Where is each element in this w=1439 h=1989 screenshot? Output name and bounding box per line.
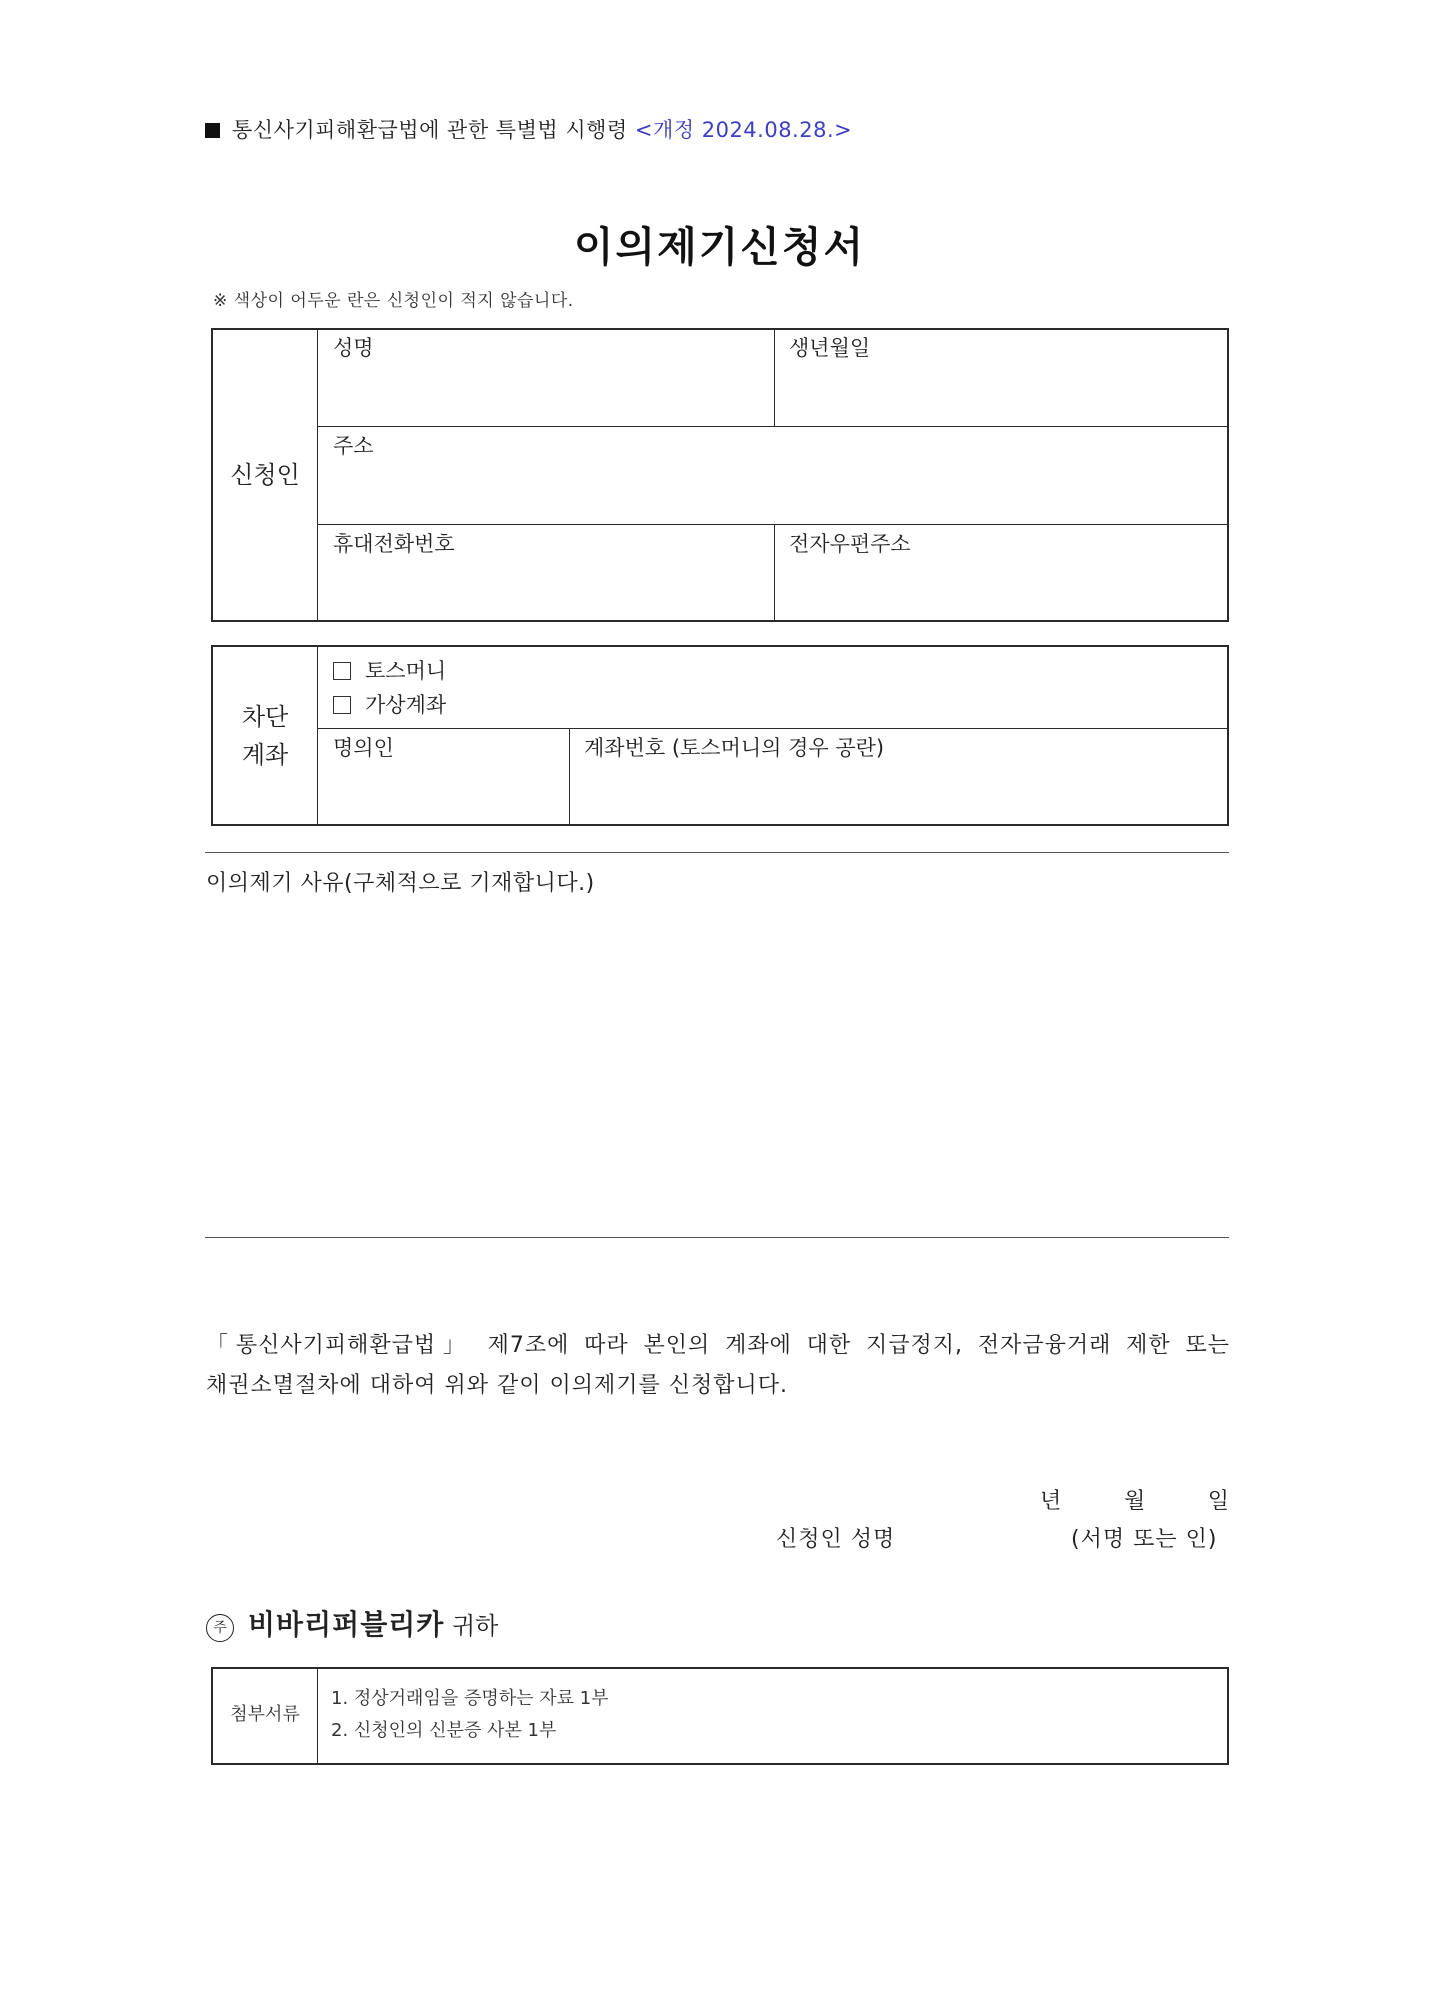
signature-field[interactable] [910, 1520, 1060, 1560]
recipient [206, 1603, 498, 1643]
reason-bottom-rule [205, 1237, 1229, 1238]
statement [206, 1326, 1230, 1406]
company-name: 비바리퍼블리카 [248, 1608, 445, 1641]
attachment-item-2: 2. 신청인의 신분증 사본 1부 [331, 1720, 557, 1741]
signature-hint: (서명 또는 인) [1071, 1527, 1218, 1552]
blocked-label-line1: 차단 [241, 703, 289, 731]
holder-field[interactable] [319, 763, 567, 823]
reason-field[interactable] [206, 910, 1228, 1235]
attachments-label: 첨부서류 [230, 1704, 300, 1725]
year-label: 년 [1040, 1489, 1063, 1514]
applicant-section-label: 신청인 [230, 461, 300, 489]
statement-line-1: 「통신사기피해환급법」 제7조에 따라 본인의 계좌에 대한 지급정지, 전자금융거래 제한 또는 [206, 1333, 1230, 1358]
address-field[interactable] [319, 462, 1227, 522]
name-label: 성명 [333, 336, 374, 360]
signature-label: 신청인 성명 [776, 1527, 896, 1552]
day-label: 일 [1207, 1489, 1230, 1514]
birth-field[interactable] [777, 364, 1227, 424]
checkbox-icon[interactable] [333, 696, 351, 714]
month-label: 월 [1124, 1489, 1147, 1514]
date-line [1030, 1482, 1230, 1522]
address-label: 주소 [333, 434, 374, 458]
applicant-table [211, 328, 1229, 622]
blocked-account-table [211, 645, 1229, 826]
account-number-label: 계좌번호 (토스머니의 경우 공란) [584, 736, 885, 760]
name-field[interactable] [319, 364, 772, 424]
law-title: 통신사기피해환급법에 관한 특별법 시행령 [232, 118, 628, 142]
attachments-table [211, 1667, 1229, 1765]
law-header [205, 114, 852, 144]
recipient-suffix: 귀하 [451, 1612, 499, 1640]
option-toss-money-label: 토스머니 [365, 659, 447, 683]
attachment-item-1: 1. 정상거래임을 증명하는 자료 1부 [331, 1688, 609, 1709]
reason-top-rule [205, 852, 1229, 853]
attachments-list [331, 1683, 609, 1747]
email-field[interactable] [777, 560, 1227, 618]
option-virtual-account-label: 가상계좌 [365, 693, 447, 717]
option-toss-money[interactable] [333, 655, 446, 685]
holder-label: 명의인 [333, 736, 394, 760]
square-bullet-icon [205, 123, 220, 138]
birth-label: 생년월일 [789, 336, 871, 360]
phone-field[interactable] [319, 560, 772, 618]
revision-date: <개정 2024.08.28.> [634, 118, 853, 142]
email-label: 전자우편주소 [789, 532, 911, 556]
blocked-label-line2: 계좌 [241, 741, 289, 769]
corporation-mark-icon: 주 [206, 1614, 234, 1642]
form-title: 이의제기신청서 [573, 223, 866, 271]
option-virtual-account[interactable] [333, 689, 446, 719]
account-number-field[interactable] [573, 763, 1227, 823]
checkbox-icon[interactable] [333, 662, 351, 680]
form-note: ※ 색상이 어두운 란은 신청인이 적지 않습니다. [213, 291, 574, 311]
blocked-account-section-label [213, 698, 317, 774]
reason-label: 이의제기 사유(구체적으로 기재합니다.) [206, 871, 595, 896]
statement-line-2: 채권소멸절차에 대하여 위와 같이 이의제기를 신청합니다. [206, 1373, 789, 1398]
phone-label: 휴대전화번호 [333, 532, 455, 556]
